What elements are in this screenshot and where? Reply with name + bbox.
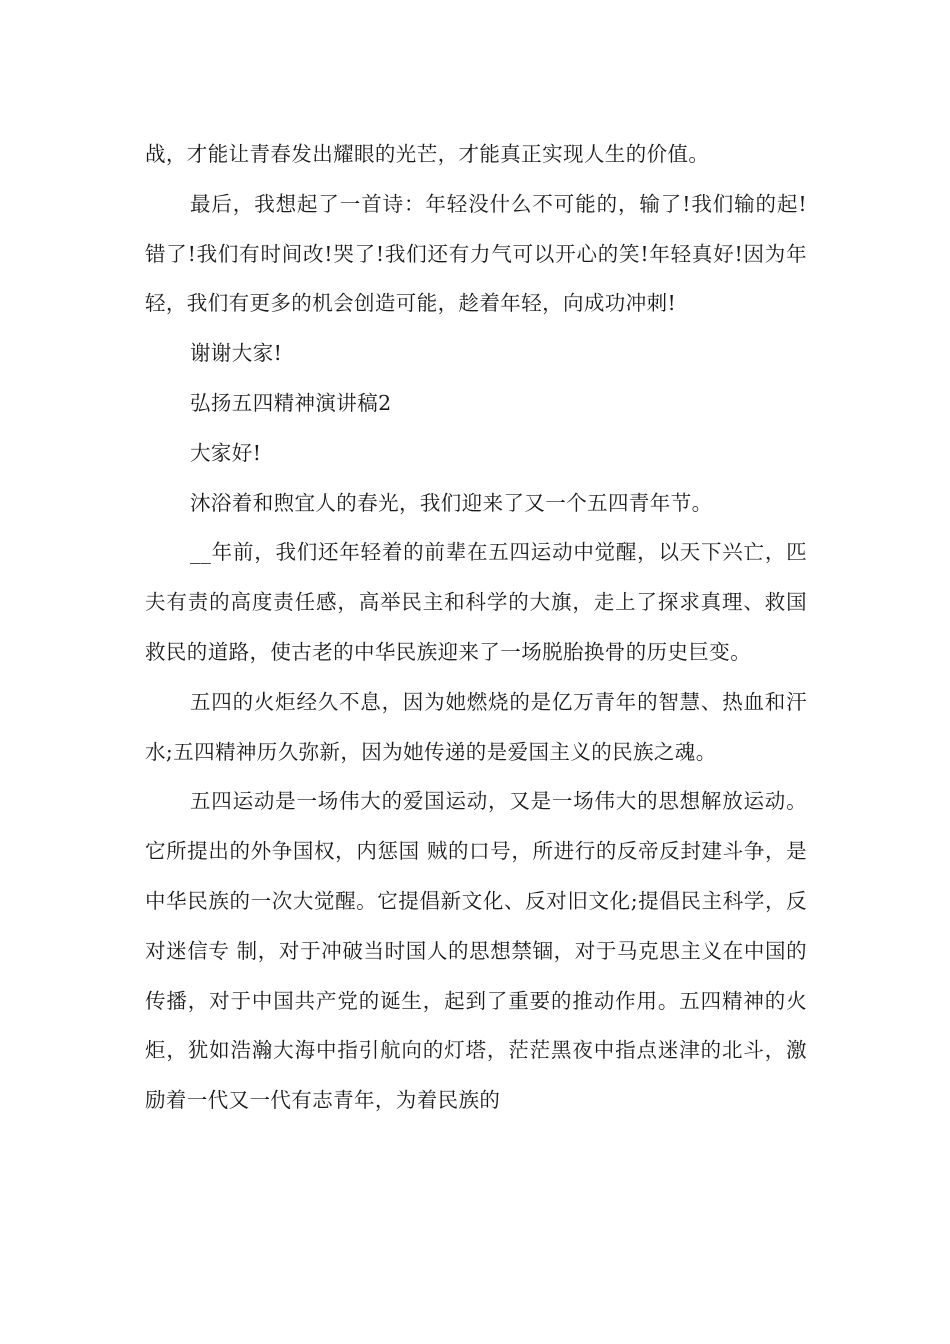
paragraph-thanks: 谢谢大家!: [190, 341, 283, 366]
paragraph-spring: 沐浴着和煦宜人的春光，我们迎来了又一个五四青年节。: [190, 490, 713, 515]
paragraph-movement: 五四运动是一场伟大的爱国运动，又是一场伟大的思想解放运动。它所提出的外争国权，内惩国 贼的口号，所进行的反帝反封建斗争，是中华民族的一次大觉醒。它提倡新文化、反对旧文化;提倡民主科学，反对迷信专 制，对于冲破当时国人的思想禁锢，对于马克思主义在中国的传播，对于中国共产党的诞生，起到了重要的推动作用。五四精神的火炬，犹如浩瀚大海中指引航向的灯塔，茫茫黑夜中指点迷津的北斗，激励着一代又一代有志青年，为着民族的: [145, 789, 807, 1113]
paragraph-greeting: 大家好!: [190, 440, 262, 465]
paragraph-poem: 最后，我想起了一首诗：年轻没什么不可能的，输了!我们输的起!错了!我们有时间改!哭了!我们还有力气可以开心的笑!年轻真好!因为年轻，我们有更多的机会创造可能，趁着年轻，向成功冲刺!: [145, 191, 807, 316]
paragraph-torch: 五四的火炬经久不息，因为她燃烧的是亿万青年的智慧、热血和汗水;五四精神历久弥新，因为她传递的是爱国主义的民族之魂。: [145, 689, 807, 764]
paragraph-history: __年前，我们还年轻着的前辈在五四运动中觉醒，以天下兴亡，匹夫有责的高度责任感，高举民主和科学的大旗，走上了探求真理、救国救民的道路，使古老的中华民族迎来了一场脱胎换骨的历史巨变。: [145, 540, 807, 664]
speech-title: 弘扬五四精神演讲稿2: [190, 390, 392, 415]
paragraph-continuation: 战，才能让青春发出耀眼的光芒，才能真正实现人生的价值。: [145, 142, 710, 166]
document-body: [145, 130, 807, 1126]
